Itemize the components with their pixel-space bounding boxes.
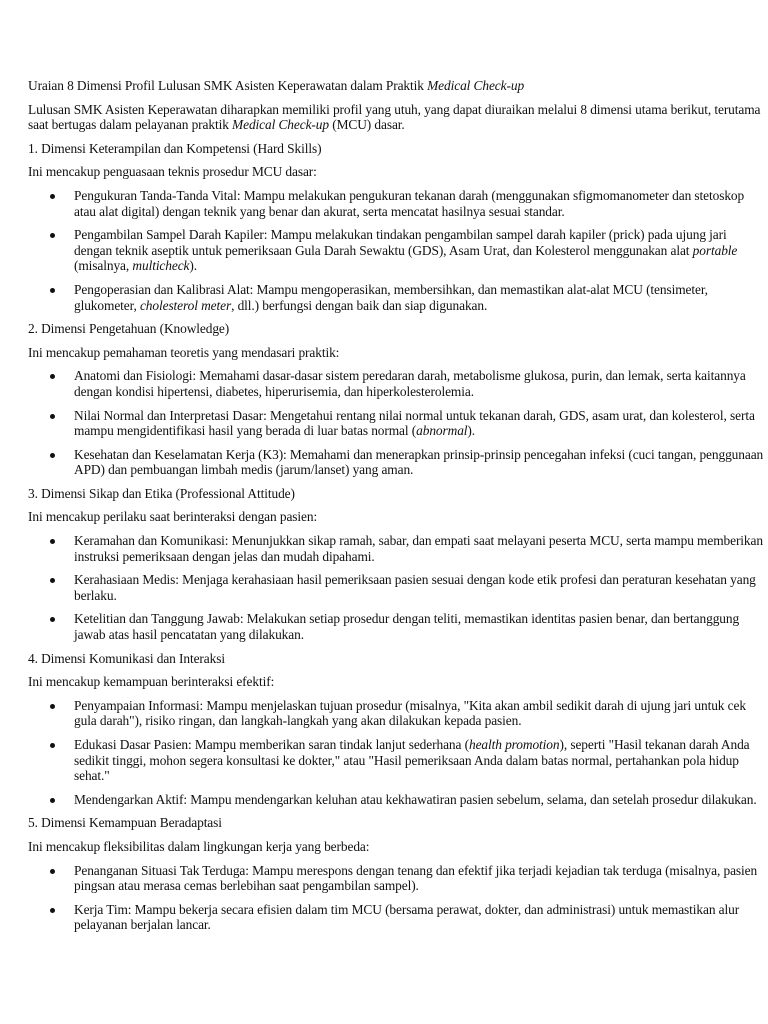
list-item: Nilai Normal dan Interpretasi Dasar: Mengetahui rentang nilai normal untuk tekanan darah, GDS, asam urat, dan kolesterol, serta mampu mengidentifikasi hasil yang berada di luar batas normal (abnormal). bbox=[28, 408, 766, 439]
section-3-heading: 3. Dimensi Sikap dan Etika (Professional Attitude) bbox=[28, 485, 295, 501]
list-item: Anatomi dan Fisiologi: Memahami dasar-dasar sistem peredaran darah, metabolisme glukosa, purin, dan lemak, serta kaitannya dengan kondisi hipertensi, diabetes, hiperurisemia, dan hiperkolesterolemia. bbox=[28, 368, 766, 399]
list-item: Penanganan Situasi Tak Terduga: Mampu merespons dengan tenang dan efektif jika terjadi kejadian tak terduga (misalnya, pasien pingsan atau merasa cemas berlebihan saat pengambilan sampel). bbox=[28, 863, 766, 894]
list-item: Mendengarkan Aktif: Mampu mendengarkan keluhan atau kekhawatiran pasien sebelum, selama, dan setelah prosedur dilakukan. bbox=[28, 792, 766, 808]
section-5-list bbox=[28, 863, 768, 933]
section-4-lead: Ini mencakup kemampuan berinteraksi efektif: bbox=[28, 674, 275, 690]
list-item: Kesehatan dan Keselamatan Kerja (K3): Memahami dan menerapkan prinsip-prinsip pencegahan infeksi (cuci tangan, penggunaan APD) dan pembuangan limbah medis (jarum/lanset) yang aman. bbox=[28, 447, 766, 478]
section-1-lead: Ini mencakup penguasaan teknis prosedur MCU dasar: bbox=[28, 164, 317, 180]
list-item: Kerja Tim: Mampu bekerja secara efisien dalam tim MCU (bersama perawat, dokter, dan administrasi) untuk memastikan alur pelayanan berjalan lancar. bbox=[28, 902, 766, 933]
section-1-heading: 1. Dimensi Keterampilan dan Kompetensi (Hard Skills) bbox=[28, 140, 322, 156]
section-3-lead: Ini mencakup perilaku saat berinteraksi dengan pasien: bbox=[28, 509, 318, 525]
list-item: Ketelitian dan Tanggung Jawab: Melakukan setiap prosedur dengan teliti, memastikan identitas pasien benar, dan bertanggung jawab atas hasil pencatatan yang dilakukan. bbox=[28, 611, 766, 642]
intro-paragraph: Lulusan SMK Asisten Keperawatan diharapkan memiliki profil yang utuh, yang dapat diuraikan melalui 8 dimensi utama berikut, terutama saat bertugas dalam pelayanan praktik Medical Check-up (MCU) dasar. bbox=[28, 101, 761, 133]
section-4-heading: 4. Dimensi Komunikasi dan Interaksi bbox=[28, 650, 225, 666]
document-title: Uraian 8 Dimensi Profil Lulusan SMK Asisten Keperawatan dalam Praktik Medical Check-up bbox=[28, 78, 525, 93]
section-2-heading: 2. Dimensi Pengetahuan (Knowledge) bbox=[28, 321, 230, 337]
list-item: Pengoperasian dan Kalibrasi Alat: Mampu mengoperasikan, membersihkan, dan memastikan alat-alat MCU (tensimeter, glukometer, cholesterol meter, dll.) berfungsi dengan baik dan siap digunakan. bbox=[28, 282, 766, 313]
list-item: Edukasi Dasar Pasien: Mampu memberikan saran tindak lanjut sederhana (health promotion), seperti "Hasil tekanan darah Anda sedikit tinggi, mohon segera konsultasi ke dokter," atau "Hasil pemeriksaan Anda dalam batas normal, pertahankan pola hidup sehat." bbox=[28, 737, 766, 784]
list-item: Keramahan dan Komunikasi: Menunjukkan sikap ramah, sabar, dan empati saat melayani peserta MCU, serta mampu memberikan instruksi pemeriksaan dengan jelas dan mudah dipahami. bbox=[28, 533, 766, 564]
list-item: Pengambilan Sampel Darah Kapiler: Mampu melakukan tindakan pengambilan sampel darah kapiler (prick) pada ujung jari dengan teknik aseptik untuk pemeriksaan Gula Darah Sewaktu (GDS), Asam Urat, dan Kolesterol menggunakan alat portable (misalnya, multicheck). bbox=[28, 227, 766, 274]
section-5-lead: Ini mencakup fleksibilitas dalam lingkungan kerja yang berbeda: bbox=[28, 838, 370, 854]
section-2-list bbox=[28, 368, 768, 478]
section-4-list bbox=[28, 698, 768, 808]
list-item: Pengukuran Tanda-Tanda Vital: Mampu melakukan pengukuran tekanan darah (menggunakan sfigmomanometer dan stetoskop atau alat digital) dengan teknik yang benar dan akurat, serta mencatat hasilnya sesuai standar. bbox=[28, 188, 766, 219]
list-item: Penyampaian Informasi: Mampu menjelaskan tujuan prosedur (misalnya, "Kita akan ambil sedikit darah di ujung jari untuk cek gula darah"), risiko ringan, dan langkah-langkah yang akan dilakukan kepada pasien. bbox=[28, 698, 766, 729]
list-item: Kerahasiaan Medis: Menjaga kerahasiaan hasil pemeriksaan pasien sesuai dengan kode etik profesi dan peraturan kesehatan yang berlaku. bbox=[28, 572, 766, 603]
section-5-heading: 5. Dimensi Kemampuan Beradaptasi bbox=[28, 815, 222, 831]
section-2-lead: Ini mencakup pemahaman teoretis yang mendasari praktik: bbox=[28, 344, 340, 360]
section-3-list bbox=[28, 533, 768, 643]
section-1-list bbox=[28, 188, 768, 313]
